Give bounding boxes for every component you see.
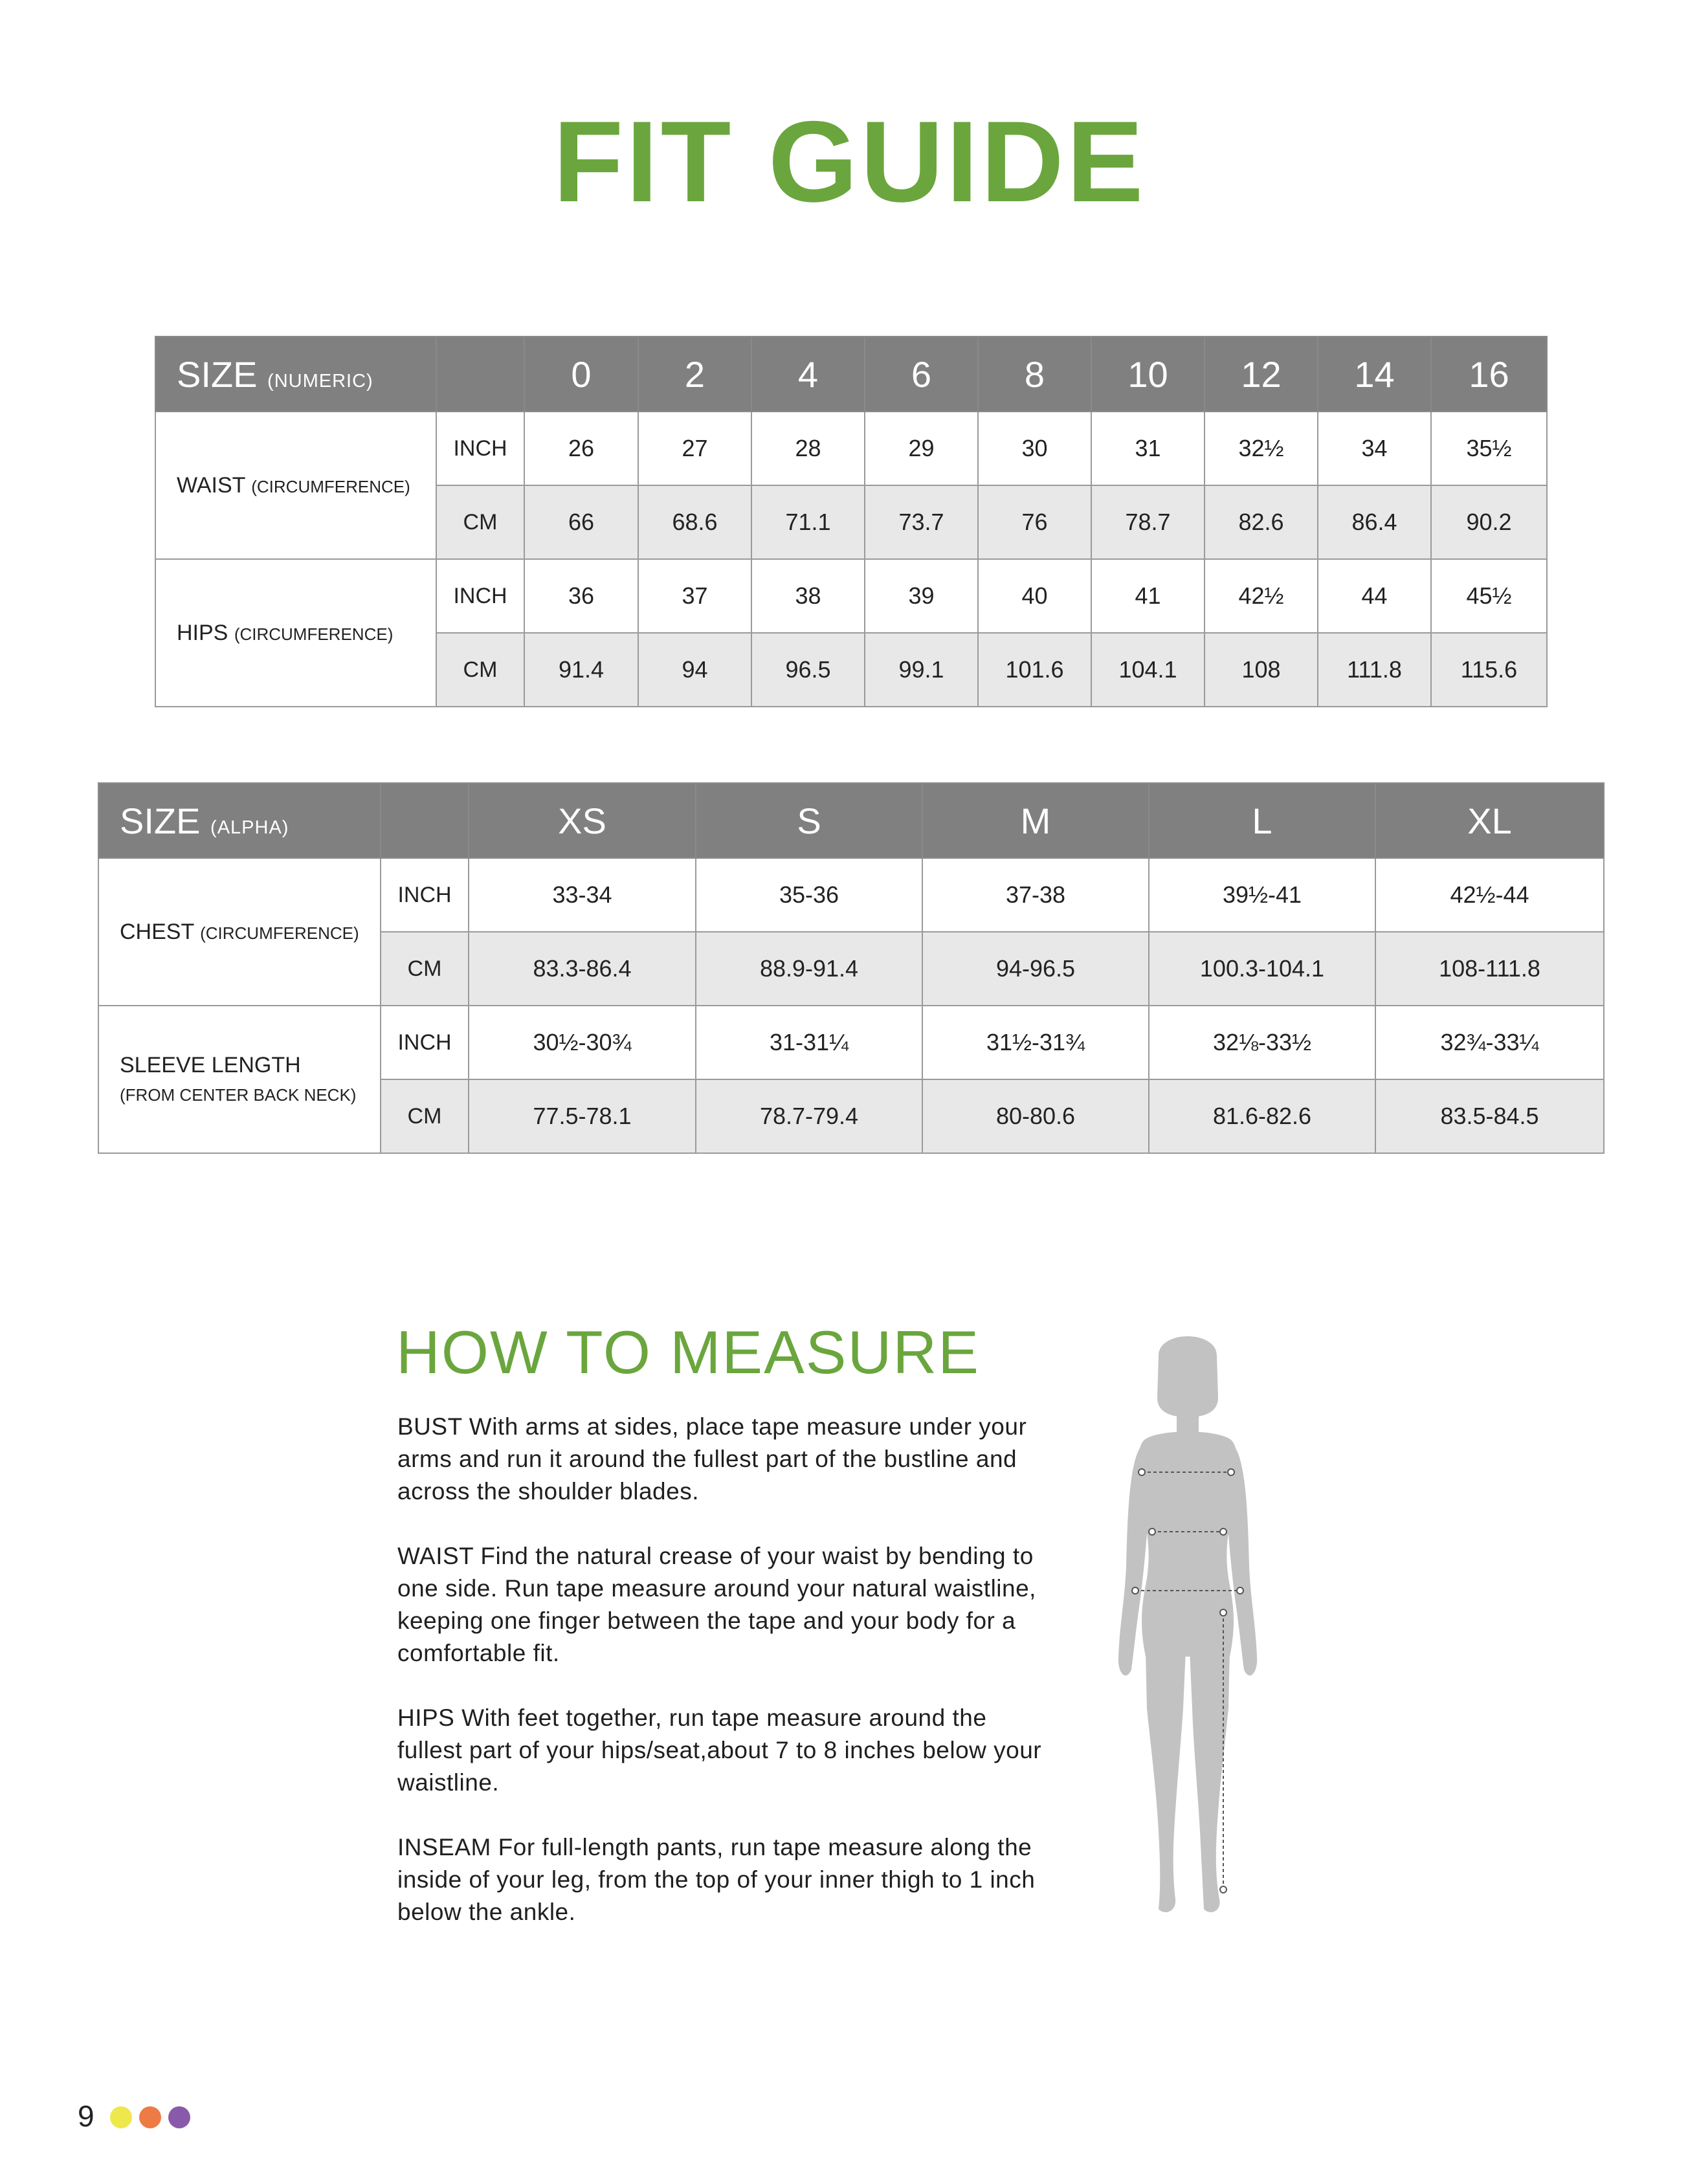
hips-instruction: HIPS With feet together, run tape measure around the fullest part of your hips/seat,about 7 to 8 inches below your waistline. (397, 1704, 1042, 1796)
unit-header-cell (381, 783, 469, 858)
value-cell: 37-38 (922, 858, 1149, 932)
value-cell: 31-31¼ (696, 1006, 922, 1079)
value-cell: 26 (524, 412, 638, 485)
size-header-row (155, 336, 1547, 412)
measure-name: CHEST (120, 919, 194, 944)
table-row (155, 412, 1547, 485)
value-cell: 40 (978, 559, 1091, 633)
value-cell: 32¾-33¼ (1375, 1006, 1604, 1079)
size-col-header: 6 (865, 336, 978, 412)
value-cell: 86.4 (1318, 485, 1431, 559)
unit-cell: CM (436, 633, 524, 707)
value-cell: 30½-30¾ (469, 1006, 696, 1079)
waist-instruction: WAIST Find the natural crease of your waist by bending to one side. Run tape measure around your natural waistline, keeping one finger between the tape and your body for a comfortable fit. (397, 1543, 1036, 1666)
value-cell: 82.6 (1205, 485, 1318, 559)
size-col-header: 14 (1318, 336, 1431, 412)
value-cell: 34 (1318, 412, 1431, 485)
size-col-header: 4 (751, 336, 865, 412)
table-row (155, 559, 1547, 633)
measurement-label-hips (155, 559, 436, 707)
unit-cell: INCH (381, 858, 469, 932)
value-cell: 37 (638, 559, 751, 633)
value-cell: 32½ (1205, 412, 1318, 485)
value-cell: 76 (978, 485, 1091, 559)
value-cell: 38 (751, 559, 865, 633)
value-cell: 27 (638, 412, 751, 485)
value-cell: 90.2 (1431, 485, 1547, 559)
unit-cell: INCH (381, 1006, 469, 1079)
measure-sub: (CIRCUMFERENCE) (251, 476, 410, 496)
value-cell: 36 (524, 559, 638, 633)
value-cell: 94 (638, 633, 751, 707)
value-cell: 78.7 (1091, 485, 1205, 559)
value-cell: 42½-44 (1375, 858, 1604, 932)
table-row (98, 858, 1604, 932)
size-col-header: XS (469, 783, 696, 858)
value-cell: 111.8 (1318, 633, 1431, 707)
value-cell: 66 (524, 485, 638, 559)
size-label: SIZE (177, 353, 258, 395)
measure-name: HIPS (177, 620, 228, 645)
value-cell: 115.6 (1431, 633, 1547, 707)
value-cell: 108-111.8 (1375, 932, 1604, 1006)
value-cell: 81.6-82.6 (1149, 1079, 1375, 1153)
value-cell: 31½-31¾ (922, 1006, 1149, 1079)
unit-cell: INCH (436, 412, 524, 485)
size-label: SIZE (120, 800, 201, 841)
purple-dot-icon (168, 2106, 190, 2128)
value-cell: 31 (1091, 412, 1205, 485)
female-silhouette-icon (1118, 1336, 1257, 1912)
yellow-dot-icon (110, 2106, 132, 2128)
table-row (98, 1006, 1604, 1079)
value-cell: 71.1 (751, 485, 865, 559)
value-cell: 73.7 (865, 485, 978, 559)
size-sub-label: (ALPHA) (210, 817, 289, 838)
value-cell: 44 (1318, 559, 1431, 633)
value-cell: 77.5-78.1 (469, 1079, 696, 1153)
value-cell: 28 (751, 412, 865, 485)
value-cell: 80-80.6 (922, 1079, 1149, 1153)
bust-instruction: BUST With arms at sides, place tape measure under your arms and run it around the fullest part of the bustline and across the shoulder blades. (397, 1413, 1027, 1505)
measure-sub: (FROM CENTER BACK NECK) (120, 1085, 357, 1105)
size-col-header: L (1149, 783, 1375, 858)
numeric-size-table (155, 336, 1548, 707)
size-col-header: XL (1375, 783, 1604, 858)
value-cell: 30 (978, 412, 1091, 485)
value-cell: 68.6 (638, 485, 751, 559)
page-number: 9 (78, 2099, 94, 2133)
measurement-label-waist (155, 412, 436, 559)
value-cell: 35½ (1431, 412, 1547, 485)
unit-header-cell (436, 336, 524, 412)
value-cell: 99.1 (865, 633, 978, 707)
value-cell: 32⅛-33½ (1149, 1006, 1375, 1079)
size-col-header: 12 (1205, 336, 1318, 412)
value-cell: 83.3-86.4 (469, 932, 696, 1006)
size-col-header: 16 (1431, 336, 1547, 412)
size-col-header: 10 (1091, 336, 1205, 412)
value-cell: 35-36 (696, 858, 922, 932)
how-to-measure-instructions (397, 1411, 1051, 1961)
page-title: FIT GUIDE (553, 97, 1146, 226)
size-col-header: 2 (638, 336, 751, 412)
measure-name: SLEEVE LENGTH (120, 1052, 301, 1077)
value-cell: 96.5 (751, 633, 865, 707)
value-cell: 101.6 (978, 633, 1091, 707)
size-header-label (155, 336, 436, 412)
value-cell: 39½-41 (1149, 858, 1375, 932)
measurement-label-chest (98, 858, 381, 1006)
measurement-label-sleeve (98, 1006, 381, 1153)
size-col-header: S (696, 783, 922, 858)
unit-cell: CM (381, 1079, 469, 1153)
unit-cell: CM (436, 485, 524, 559)
value-cell: 33-34 (469, 858, 696, 932)
value-cell: 29 (865, 412, 978, 485)
measure-sub: (CIRCUMFERENCE) (234, 624, 394, 644)
value-cell: 91.4 (524, 633, 638, 707)
size-col-header: 8 (978, 336, 1091, 412)
value-cell: 42½ (1205, 559, 1318, 633)
value-cell: 94-96.5 (922, 932, 1149, 1006)
size-sub-label: (NUMERIC) (267, 370, 373, 392)
value-cell: 108 (1205, 633, 1318, 707)
value-cell: 88.9-91.4 (696, 932, 922, 1006)
measure-sub: (CIRCUMFERENCE) (200, 923, 359, 943)
unit-cell: CM (381, 932, 469, 1006)
value-cell: 104.1 (1091, 633, 1205, 707)
size-header-label (98, 783, 381, 858)
orange-dot-icon (139, 2106, 161, 2128)
value-cell: 45½ (1431, 559, 1547, 633)
value-cell: 100.3-104.1 (1149, 932, 1375, 1006)
body-measurement-figure (1094, 1320, 1282, 1935)
value-cell: 83.5-84.5 (1375, 1079, 1604, 1153)
size-col-header: 0 (524, 336, 638, 412)
alpha-size-table (98, 782, 1605, 1154)
value-cell: 41 (1091, 559, 1205, 633)
value-cell: 39 (865, 559, 978, 633)
unit-cell: INCH (436, 559, 524, 633)
size-col-header: M (922, 783, 1149, 858)
value-cell: 78.7-79.4 (696, 1079, 922, 1153)
measure-name: WAIST (177, 472, 245, 498)
size-header-row (98, 783, 1604, 858)
how-to-measure-title: HOW TO MEASURE (396, 1318, 980, 1386)
inseam-instruction: INSEAM For full-length pants, run tape measure along the inside of your leg, from the top of your inner thigh to 1 inch below the ankle. (397, 1834, 1036, 1925)
